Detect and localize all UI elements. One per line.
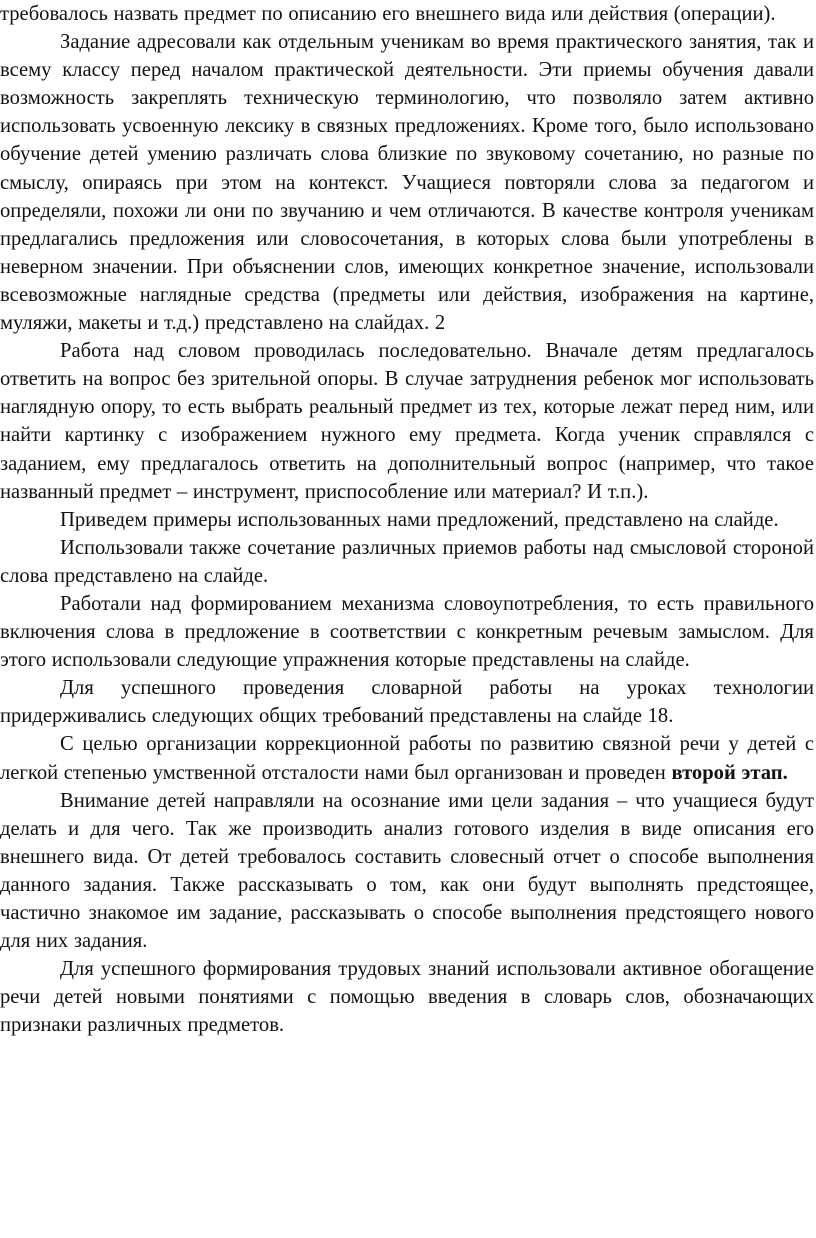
paragraph-5: Использовали также сочетание различных приемов работы над смысловой стороной слова представлено на слайде. [0, 536, 814, 587]
paragraph-1: требовалось назвать предмет по описанию его внешнего вида или действия (операции). [0, 3, 776, 25]
paragraph-4: Приведем примеры использованных нами предложений, представлено на слайде. [60, 508, 779, 531]
paragraph-9: Внимание детей направляли на осознание ими цели задания – что учащиеся будут делать и для чего. Так же производить анализ готового изделия в виде описания его внешнего вида. От детей требовалось составить словесный отчет о способе выполнения данного задания. Также рассказывать о том, как они будут выполнять предстоящее, частично знакомое им задание, рассказывать о способе выполнения предстоящего нового для них задания. [0, 789, 814, 953]
paragraph-8 [0, 730, 814, 786]
stage-title-bold: второй этап. [671, 761, 788, 784]
paragraph-2: Задание адресовали как отдельным ученикам во время практического занятия, так и всему классу перед началом практической деятельности. Эти приемы обучения давали возможность закреплять техническую терминологию, что позволяло затем активно использовать усвоенную лексику в связных предложениях. Кроме того, было использовано обучение детей умению различать слова близкие по звуковому сочетанию, но разные по смыслу, опираясь при этом на контекст. Учащиеся повторяли слова за педагогом и определяли, похожи ли они по звучанию и чем отличаются. В качестве контроля ученикам предлагались предложения или словосочетания, в которых слова были употреблены в неверном значении. При объяснении слов, имеющих конкретное значение, использовали всевозможные наглядные средства (предметы или действия, изображения на картине, муляжи, макеты и т.д.) представлено на слайдах. 2 [0, 31, 814, 335]
paragraph-3: Работа над словом проводилась последовательно. Вначале детям предлагалось ответить на вопрос без зрительной опоры. В случае затруднения ребенок мог использовать наглядную опору, то есть выбрать реальный предмет из тех, которые лежат перед ним, или найти картинку с изображением нужного ему предмета. Когда ученик справлялся с заданием, ему предлагалось ответить на дополнительный вопрос (например, что такое названный предмет – инструмент, приспособление или материал? И т.п.). [0, 340, 814, 503]
paragraph-6: Работали над формированием механизма словоупотребления, то есть правильного включения слова в предложение в соответствии с конкретным речевым замыслом. Для этого использовали следующие упражнения которые представлены на слайде. [0, 592, 814, 672]
paragraph-7: Для успешного проведения словарной работы на уроках технологии придерживались следующих общих требований представлены на слайде 18. [0, 677, 814, 728]
paragraph-8-text: С целью организации коррекционной работы по развитию связной речи у детей с легкой степенью умственной отсталости нами был организован и проведен [0, 733, 814, 784]
paragraph-10: Для успешного формирования трудовых знаний использовали активное обогащение речи детей новыми понятиями с помощью введения в словарь слов, обозначающих признаки различных предметов. [0, 958, 814, 1037]
